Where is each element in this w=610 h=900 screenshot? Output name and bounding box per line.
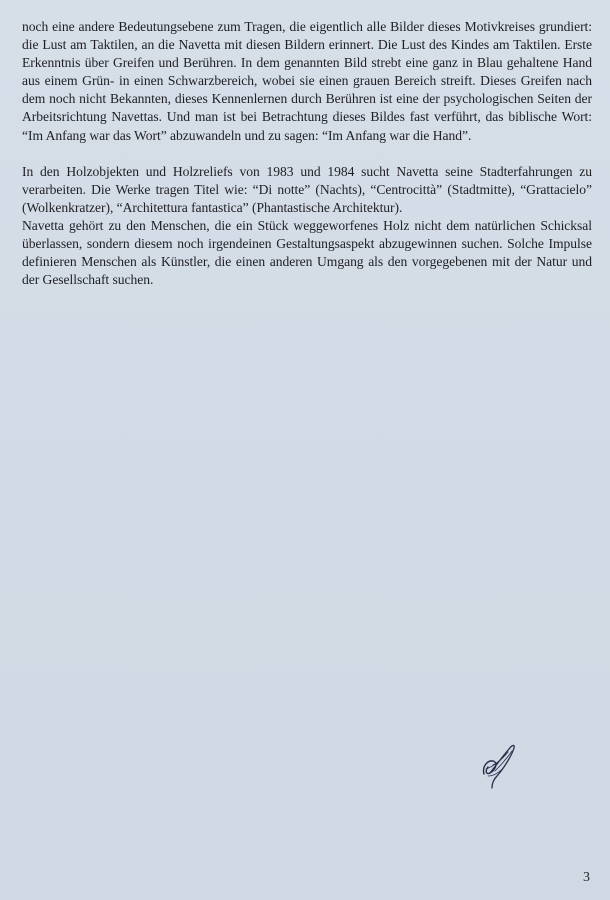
paragraph-taktil: noch eine andere Bedeutungsebene zum Tragen, die eigentlich alle Bilder dieses Motivkreises grundiert: die Lust am Taktilen, an die Navetta mit diesen Bildern erinnert. Die Lust des Kindes am Taktilen. Erste Erkenntnis über Greifen und Berühren. In dem genannten Bild strebt eine ganz in Blau gehaltene Hand aus einem Grün- in einen Schwarzbereich, wobei sie einen grauen Bereich streift. Dieses Greifen nach dem noch nicht Bekannten, dieses Kennenlernen durch Berühren ist eine der psychologischen Seiten der Arbeitsrichtung Navettas. Und man ist bei Betrachtung dieses Bildes fast verführt, das biblische Wort: “Im Anfang war das Wort” abzuwandeln und zu sagen: “Im Anfang war die Hand”. <box>22 19 592 143</box>
signature-mark <box>478 740 520 792</box>
page-number: 3 <box>583 870 590 885</box>
paragraph-holzobjekte: In den Holzobjekten und Holzreliefs von 1983 und 1984 sucht Navetta seine Stadterfahrungen zu verarbeiten. Die Werke tragen Titel wie: “Di notte” (Nachts), “Centrocittà” (Stadtmitte), “Grattacielo” (Wolkenkratzer), “Architettura fantastica” (Phantastische Architektur). <box>22 163 592 215</box>
paragraph-kuenstler: Navetta gehört zu den Menschen, die ein Stück weggeworfenes Holz nicht dem natürlichen Schicksal überlassen, sondern diesem noch irgendeinen Gestaltungsaspekt abzugewinnen suchen. Solche Impulse definieren Menschen als Künstler, die einen anderen Umgang als den vorgegebenen mit der Natur und der Gesellschaft suchen. <box>22 217 592 288</box>
body-text <box>22 18 592 289</box>
